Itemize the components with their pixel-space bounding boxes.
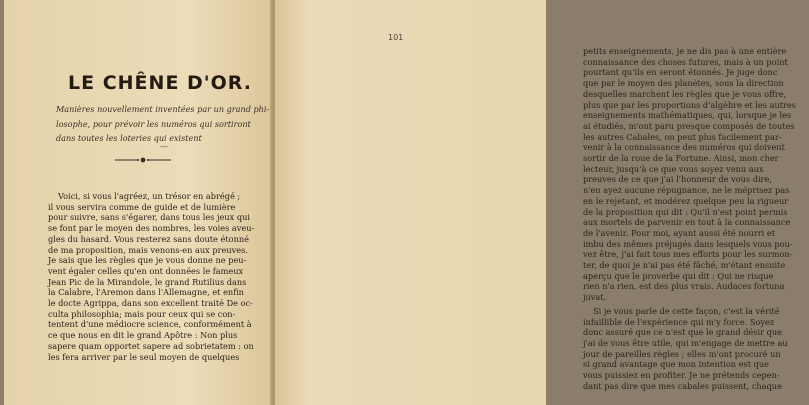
text-line: petits enseignements, je ne dis pas à une entière xyxy=(583,46,787,56)
text-line: ai étudiés, m'ont paru presque composés de toutes xyxy=(583,120,795,131)
text-line: aux mortels de parvenir en tout à la connaissance xyxy=(583,217,791,228)
small-dash: — xyxy=(160,142,168,151)
text-line: tentent d'une médiocre science, conformément à xyxy=(48,319,252,330)
text-line: il vous servira comme de guide et de lumière xyxy=(48,201,236,212)
text-line: j'ai de vous être utile, qui m'engage de mettre au xyxy=(583,337,788,348)
text-line: sapere quam opportet sapere ad sobrietatem : on xyxy=(48,340,254,351)
text-line: de la proposition qui dit : Qu'il n'est point permis xyxy=(583,206,788,217)
subtitle-line: losophe, pour prévoir les numéros qui sortiront xyxy=(56,118,251,129)
text-line: n'en ayez aucune répugnance, ne le méprisez pas xyxy=(583,185,790,196)
text-line: desquelles marchent les règles que je vous offre, xyxy=(583,88,787,99)
text-line: pour suivre, sans s'égarer, dans tous les jeux qui xyxy=(48,212,250,223)
text-line: rien n'a rien, est des plus vrais. Audaces fortuna xyxy=(583,281,785,292)
left-body-text xyxy=(48,191,266,362)
text-line: le docte Agrippa, dans son excellent traité De oc- xyxy=(48,298,253,309)
text-line: les fera arriver par le seul moyen de quelques xyxy=(48,351,240,362)
text-line: vez être, j'ai fait tous mes efforts pour les surmon- xyxy=(583,249,793,260)
text-line: les autres Cabales, on peut plus facilement par- xyxy=(583,131,782,142)
text-line: aperçu que le proverbe qui dit : Qui ne risque xyxy=(583,270,774,281)
chapter-subtitle xyxy=(56,102,270,146)
text-line: de l'avenir. Pour moi, ayant aussi été nourri et xyxy=(583,227,776,238)
text-line: sortir de la roue de la Fortune. Ainsi, mon cher xyxy=(583,153,779,164)
text-line: plus que par les proportions d'algèbre et les autres xyxy=(583,99,796,110)
chapter-title: LE CHÊNE D'OR. xyxy=(68,72,252,94)
left-page xyxy=(0,0,272,405)
text-line: la Calabre, l'Aremon dans l'Allemagne, et enfin xyxy=(48,287,244,298)
text-line: vous puissiez en profiter. Je ne prétends cepen- xyxy=(583,370,780,381)
text-line: que par le moyen des planètes, sous la direction xyxy=(583,78,784,89)
text-line: donc assuré que ce n'est que le grand désir que xyxy=(583,327,782,338)
text-line: culta philosophia; mais pour ceux qui se con- xyxy=(48,308,236,319)
subtitle-line: dans toutes les loteries qui existent xyxy=(56,133,202,143)
text-line: venir à la connaissance des numéros qui doivent xyxy=(583,142,785,153)
right-page xyxy=(275,0,796,405)
text-line: vent égaler celles qu'en ont données le fameux xyxy=(48,265,244,276)
text-line: de ma proposition, mais venons-en aux preuves. xyxy=(48,244,248,255)
ornament-divider-icon xyxy=(113,153,173,167)
text-line: connaissance des choses futures, mais à un point xyxy=(583,56,788,67)
text-line: imbu des mêmes préjugés dans lesquels vous pou- xyxy=(583,238,793,249)
subtitle-line: Manières nouvellement inventées par un grand phi- xyxy=(56,104,270,114)
text-line: preuves de ce que j'ai l'honneur de vous dire, xyxy=(583,174,772,185)
right-edge xyxy=(546,0,550,405)
text-line: pourtant qu'ils en seront étonnés. Je juge donc xyxy=(583,67,778,78)
text-line: se font par le moyen des nombres, les voies aveu- xyxy=(48,223,255,234)
text-line: ce que nous en dit le grand Apôtre : Non plus xyxy=(48,330,238,341)
text-line: Je sais que les règles que je vous donne ne peu- xyxy=(48,255,247,266)
text-line: lecteur, jusqu'à ce que vous soyez venu aux xyxy=(583,163,764,174)
page-number: 101 xyxy=(388,33,404,42)
text-line: juvat. xyxy=(583,292,607,303)
text-line: Jean Pic de la Mirandole, le grand Rutilius dans xyxy=(48,276,247,287)
text-line: jour de pareilles règles ; elles m'ont procuré un xyxy=(583,348,781,359)
text-line: en le rejetant, et modérez quelque peu la rigueur xyxy=(583,195,789,206)
text-line: Si je vous parle de cette façon, c'est la vérité xyxy=(593,305,780,316)
text-line: gles du hasard. Vous resterez sans doute étonné xyxy=(48,233,249,244)
text-line: ter, de quoi je n'ai pas été fâché, m'étant ensuite xyxy=(583,260,786,271)
text-line: infaillible de l'expérience qui m'y force. Soyez xyxy=(583,316,775,327)
text-line: Voici, si vous l'agréez, un trésor en abrégé ; xyxy=(58,191,241,201)
left-edge xyxy=(0,0,4,405)
right-body-text xyxy=(583,46,809,392)
text-line: dant pas dire que mes cabales puissent, chaque xyxy=(583,380,782,391)
text-line: enseignements mathématiques, qui, lorsque je les xyxy=(583,110,792,121)
text-line: si grand avantage que mon intention est que xyxy=(583,359,769,370)
